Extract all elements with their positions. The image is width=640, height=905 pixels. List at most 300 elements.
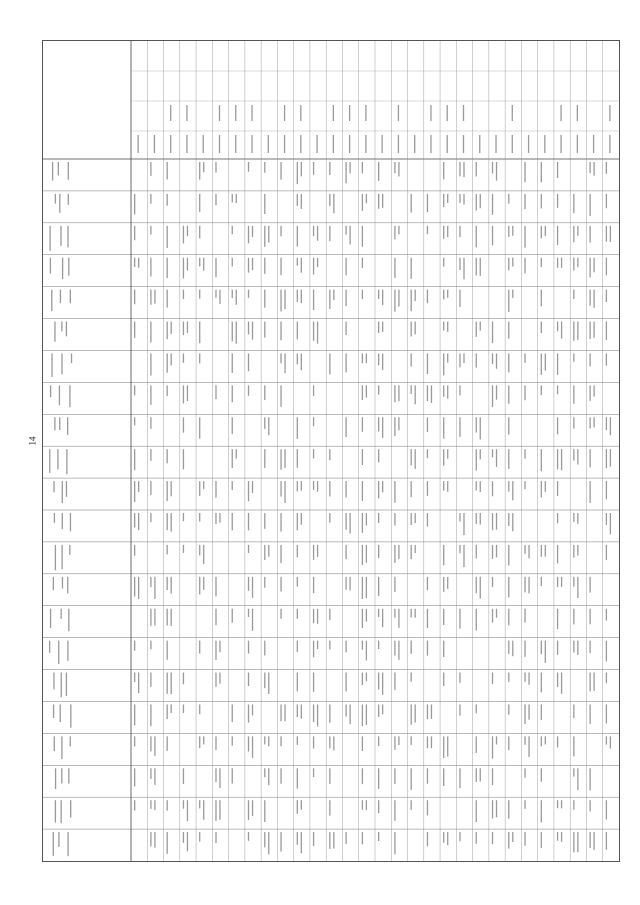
cell-text [187,832,188,851]
cell-text [333,832,334,848]
cell-text [606,162,607,174]
cell-text [248,641,249,654]
cell-text [382,290,383,305]
cell-text [349,226,350,245]
cell-text [280,385,281,406]
cell-text [589,577,590,593]
cell-text [199,800,200,808]
cell-text [150,704,151,726]
cell-text [447,481,448,492]
cell-text [252,258,253,270]
cell-text [459,832,460,841]
row-header-text [61,768,62,783]
cell-text [459,258,460,270]
cell-text [589,226,590,243]
cell-text [150,449,151,461]
row-header-text [61,353,62,374]
cell-text [150,417,151,429]
cell-text [199,290,200,299]
cell-text [378,800,379,813]
cell-text [284,449,285,468]
cell-text [345,481,346,497]
cell-text [593,832,594,850]
cell-text [459,609,460,629]
cell-text [427,768,428,783]
row-header-text [49,449,50,473]
cell-text [362,162,363,173]
cell-text [447,449,448,458]
cell-text [541,353,542,374]
cell-text [362,481,363,501]
cell-text [524,800,525,809]
column-header-text [219,105,220,121]
cell-text [557,736,558,747]
cell-text [366,353,367,363]
cell-text [524,736,525,744]
cell-text [183,449,184,469]
cell-text [297,641,298,652]
cell-text [232,609,233,623]
cell-text [496,162,497,181]
cell-text [492,194,493,215]
column-header-text [463,135,464,153]
cell-text [167,609,168,626]
cell-text [167,800,168,810]
cell-text [557,800,558,808]
cell-text [512,513,513,531]
cell-text [411,290,412,312]
cell-text [150,513,151,522]
column-header-text [495,135,496,153]
cell-text [313,481,314,490]
row-header-text [60,704,61,722]
cell-text [199,353,200,363]
column-header-text [398,135,399,153]
cell-text [313,258,314,275]
cell-text [508,322,509,339]
cell-text [150,641,151,650]
cell-text [443,832,444,843]
row-header-text [67,417,68,435]
cell-text [524,162,525,182]
row-header-text [58,832,59,847]
column-header-text [593,135,594,153]
row-header-text [61,736,62,759]
column-header-text [479,135,480,153]
cell-text [573,609,574,625]
cell-text [313,290,314,310]
cell-text [561,449,562,470]
cell-text [297,258,298,266]
cell-text [329,481,330,496]
cell-text [183,673,184,685]
cell-text [329,641,330,650]
cell-text [378,417,379,431]
cell-text [606,673,607,684]
cell-text [362,258,363,268]
column-header-text [512,105,513,121]
cell-text [150,673,151,687]
cell-text [150,290,151,305]
cell-text [252,481,253,493]
cell-text [236,194,237,203]
cell-text [297,353,298,364]
cell-text [264,226,265,247]
cell-text [492,577,493,587]
cell-text [268,768,269,785]
cell-text [183,417,184,432]
column-header-text [251,135,252,153]
cell-text [398,545,399,559]
table-grid [43,41,619,861]
cell-text [215,736,216,750]
cell-text [443,322,444,331]
cell-text [512,226,513,236]
cell-text [333,194,334,213]
cell-text [593,162,594,176]
cell-text [394,545,395,563]
cell-text [480,194,481,208]
cell-text [394,513,395,526]
cell-text [610,449,611,466]
cell-text [589,385,590,400]
cell-text [492,385,493,407]
column-header-text [414,135,415,153]
cell-text [606,609,607,621]
cell-text [606,353,607,365]
cell-text [264,800,265,822]
cell-text [589,449,590,467]
cell-text [476,704,477,713]
cell-text [362,736,363,751]
cell-text [199,641,200,654]
row-header-text [53,673,54,690]
cell-text [541,545,542,557]
cell-text [248,353,249,371]
row-header-text [61,609,62,619]
cell-text [557,417,558,434]
column-header-text [235,135,236,153]
cell-text [297,162,298,184]
cell-text [264,385,265,400]
cell-text [459,513,460,521]
column-header-text [544,135,545,153]
cell-text [557,577,558,587]
cell-text [606,290,607,302]
cell-text [248,832,249,841]
cell-text [280,226,281,237]
cell-text [524,577,525,593]
cell-text [447,290,448,298]
column-header-text [186,105,187,121]
cell-text [215,385,216,399]
cell-text [313,162,314,175]
cell-text [264,417,265,429]
row-header-text [62,258,63,279]
cell-text [150,353,151,375]
cell-text [492,736,493,758]
cell-text [541,290,542,307]
cell-text [480,322,481,331]
cell-text [313,641,314,658]
row-header-text [68,194,69,205]
cell-text [313,385,314,396]
cell-text [219,290,220,304]
cell-text [476,609,477,631]
cell-text [545,226,546,236]
cell-text [219,800,220,820]
row-header-text [66,481,67,497]
column-header-text [235,105,236,121]
cell-text [541,673,542,693]
cell-text [427,353,428,374]
cell-text [183,704,184,713]
cell-text [593,385,594,396]
cell-text [443,673,444,686]
cell-text [508,736,509,750]
cell-text [362,704,363,726]
cell-text [215,194,216,205]
cell-text [447,322,448,332]
cell-text [313,609,314,623]
cell-text [150,768,151,779]
cell-text [415,385,416,404]
cell-text [297,481,298,491]
cell-text [284,290,285,309]
row-header-text [54,322,55,342]
cell-text [447,385,448,398]
cell-text [492,481,493,496]
rotated-data-table [42,40,620,862]
cell-text [606,800,607,819]
cell-text [183,290,184,299]
cell-text [187,322,188,334]
cell-text [284,481,285,503]
cell-text [236,322,237,344]
cell-text [476,481,477,491]
column-header-text [528,135,529,153]
cell-text [378,449,379,462]
cell-text [280,449,281,470]
cell-text [557,609,558,629]
cell-text [297,673,298,692]
cell-text [362,449,363,465]
cell-text [476,545,477,558]
cell-text [573,322,574,341]
cell-text [492,513,493,530]
column-header-text [154,135,155,153]
cell-text [394,577,395,592]
cell-text [606,832,607,850]
row-header-text [49,641,50,653]
cell-text [150,385,151,404]
cell-text [476,449,477,470]
cell-text [528,577,529,594]
row-header-text [69,545,70,555]
cell-text [606,481,607,499]
cell-text [443,768,444,786]
cell-text [557,832,558,841]
cell-text [150,800,151,809]
cell-text [573,768,574,776]
cell-text [492,226,493,246]
cell-text [333,290,334,300]
cell-text [268,417,269,435]
cell-text [463,162,464,177]
cell-text [427,641,428,656]
cell-text [573,577,574,587]
cell-text [524,832,525,846]
cell-text [394,673,395,690]
cell-text [280,832,281,851]
cell-text [398,226,399,234]
cell-text [508,194,509,204]
cell-text [284,353,285,373]
cell-text [577,513,578,524]
cell-text [167,353,168,372]
cell-text [512,481,513,500]
cell-text [476,353,477,367]
cell-text [280,545,281,563]
row-header-text [61,545,62,569]
cell-text [297,194,298,206]
cell-text [561,673,562,694]
cell-text [349,577,350,591]
cell-text [329,290,330,309]
cell-text [134,194,135,215]
cell-text [329,704,330,722]
cell-text [183,353,184,362]
cell-text [317,641,318,649]
cell-text [476,800,477,822]
column-header-text [430,135,431,153]
cell-text [427,226,428,234]
cell-text [394,417,395,436]
cell-text [317,322,318,344]
row-header-text [58,162,59,175]
cell-text [508,258,509,271]
row-header-text [67,641,68,661]
cell-text [541,577,542,586]
cell-text [508,385,509,403]
cell-text [171,481,172,496]
cell-text [382,322,383,332]
cell-text [589,704,590,724]
cell-text [264,545,265,560]
cell-text [561,258,562,268]
cell-text [589,481,590,503]
cell-text [280,577,281,592]
cell-text [443,545,444,565]
cell-text [199,736,200,748]
cell-text [545,641,546,663]
cell-text [447,577,448,589]
column-header-text [609,105,610,121]
cell-text [154,800,155,810]
cell-text [215,162,216,173]
cell-text [577,226,578,236]
cell-text [427,800,428,815]
cell-text [134,704,135,725]
cell-text [492,800,493,818]
cell-text [232,290,233,298]
cell-text [301,353,302,370]
cell-text [362,545,363,565]
cell-text [394,736,395,749]
cell-text [313,768,314,777]
cell-text [378,290,379,299]
cell-text [589,768,590,790]
cell-text [362,353,363,363]
cell-text [573,513,574,522]
cell-text [480,258,481,276]
cell-text [301,194,302,209]
cell-text [297,736,298,745]
cell-text [443,641,444,657]
cell-text [496,609,497,618]
cell-text [459,545,460,553]
cell-text [524,194,525,209]
cell-text [280,162,281,180]
cell-text [541,194,542,209]
cell-text [232,322,233,342]
cell-text [203,545,204,564]
row-header-text [55,545,56,570]
cell-text [183,513,184,521]
cell-text [150,194,151,204]
cell-text [382,417,383,438]
cell-text [577,768,578,790]
column-header-text [609,135,610,153]
cell-text [508,481,509,492]
cell-text [593,258,594,273]
cell-text [411,545,412,559]
cell-text [394,258,395,278]
column-header-text [577,135,578,153]
cell-text [398,385,399,401]
cell-text [362,513,363,533]
cell-text [427,577,428,590]
cell-text [411,609,412,618]
cell-text [573,545,574,558]
cell-text [215,577,216,597]
cell-text [476,768,477,782]
row-header-text [68,162,69,180]
cell-text [573,449,574,460]
cell-text [154,768,155,785]
cell-text [459,194,460,203]
cell-text [496,545,497,557]
cell-text [248,290,249,298]
cell-text [362,226,363,247]
cell-text [199,162,200,180]
cell-text [183,545,184,553]
cell-text [232,226,233,234]
cell-text [219,513,220,523]
cell-text [378,545,379,558]
cell-text [411,800,412,810]
cell-text [589,353,590,366]
cell-text [593,673,594,691]
cell-text [329,162,330,175]
cell-text [573,385,574,403]
cell-text [394,290,395,312]
cell-text [362,385,363,400]
cell-text [232,704,233,722]
cell-text [508,704,509,714]
cell-text [443,609,444,625]
cell-text [329,800,330,815]
